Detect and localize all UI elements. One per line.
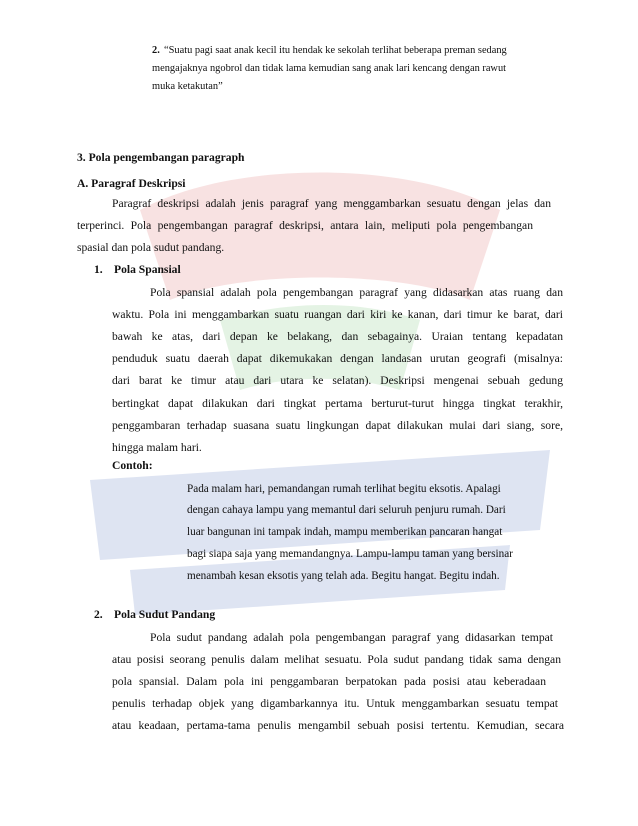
item1-line: bawah ke atas, dari depan ke belakang, dan sebagainya. Uraian tentang kepadatan [112, 330, 563, 343]
item1-title: Pola Spansial [114, 263, 181, 276]
item2-line: atau posisi seorang penulis dalam melihat sesuatu. Pola sudut pandang tidak sama dengan [112, 653, 561, 666]
item1-number: 1. [94, 263, 103, 276]
item2-number: 2. [94, 608, 103, 621]
intro-line: terperinci. Pola pengembangan paragraf deskripsi, antara lain, meliputi pola pengembangan [77, 219, 533, 232]
intro-line: Paragraf deskripsi adalah jenis paragraf yang menggambarkan sesuatu dengan jelas dan [112, 197, 551, 210]
quote-line: muka ketakutan” [152, 81, 223, 92]
item1-line: bertingkat dapat dilakukan dari tingkat pertama berturut-turut hingga tingkat terakhir, [112, 397, 563, 410]
example-line: Pada malam hari, pemandangan rumah terlihat begitu eksotis. Apalagi [187, 483, 501, 495]
item2-line: Pola sudut pandang adalah pola pengembangan paragraf yang didasarkan tempat [150, 631, 553, 644]
example-line: menambah kesan eksotis yang telah ada. Begitu hangat. Begitu indah. [187, 570, 500, 582]
item1-line: penggambaran terhadap suasana suatu lingkungan dapat dilakukan mulai dari siang, sore, [112, 419, 563, 432]
item1-line: waktu. Pola ini menggambarkan suatu ruangan dari kiri ke kanan, dari timur ke barat, dari [112, 308, 563, 321]
example-line: dengan cahaya lampu yang memantul dari seluruh penjuru rumah. Dari [187, 504, 506, 516]
example-line: luar bangunan ini tampak indah, mampu memberikan pancaran hangat [187, 526, 503, 538]
example-label: Contoh: [112, 459, 153, 472]
quote-line: mengajaknya ngobrol dan tidak lama kemudian sang anak lari kencang dengan rawut [152, 63, 507, 74]
item2-line: atau keadaan, pertama-tama penulis mengambil sebuah posisi tertentu. Kemudian, secara [112, 719, 564, 732]
item1-line: Pola spansial adalah pola pengembangan paragraf yang didasarkan atas ruang dan [150, 286, 563, 299]
section-heading: 3. Pola pengembangan paragraph [77, 151, 245, 164]
item1-line: penduduk suatu daerah dapat dikemukakan dengan landasan urutan geografi (misalnya: [112, 352, 563, 365]
subheading-paragraf-deskripsi: A. Paragraf Deskripsi [77, 177, 186, 190]
example-line: bagi siapa saja yang memandangnya. Lampu-lampu taman yang bersinar [187, 548, 513, 560]
item2-title: Pola Sudut Pandang [114, 608, 216, 621]
item2-line: pola spansial. Dalam pola ini penggambaran berpatokan pada posisi atau keberadaan [112, 675, 546, 688]
item1-line: dari barat ke timur atau dari utara ke selatan). Deskripsi mengenai sebuah gedung [112, 374, 563, 387]
quote-line: “Suatu pagi saat anak kecil itu hendak ke sekolah terlihat beberapa preman sedang [164, 45, 507, 56]
item1-line: hingga malam hari. [112, 441, 202, 454]
intro-line: spasial dan pola sudut pandang. [77, 241, 225, 254]
item2-line: penulis terhadap objek yang digambarkannya itu. Untuk menggambarkan sesuatu tempat [112, 697, 558, 710]
quote-number: 2. [152, 45, 160, 56]
